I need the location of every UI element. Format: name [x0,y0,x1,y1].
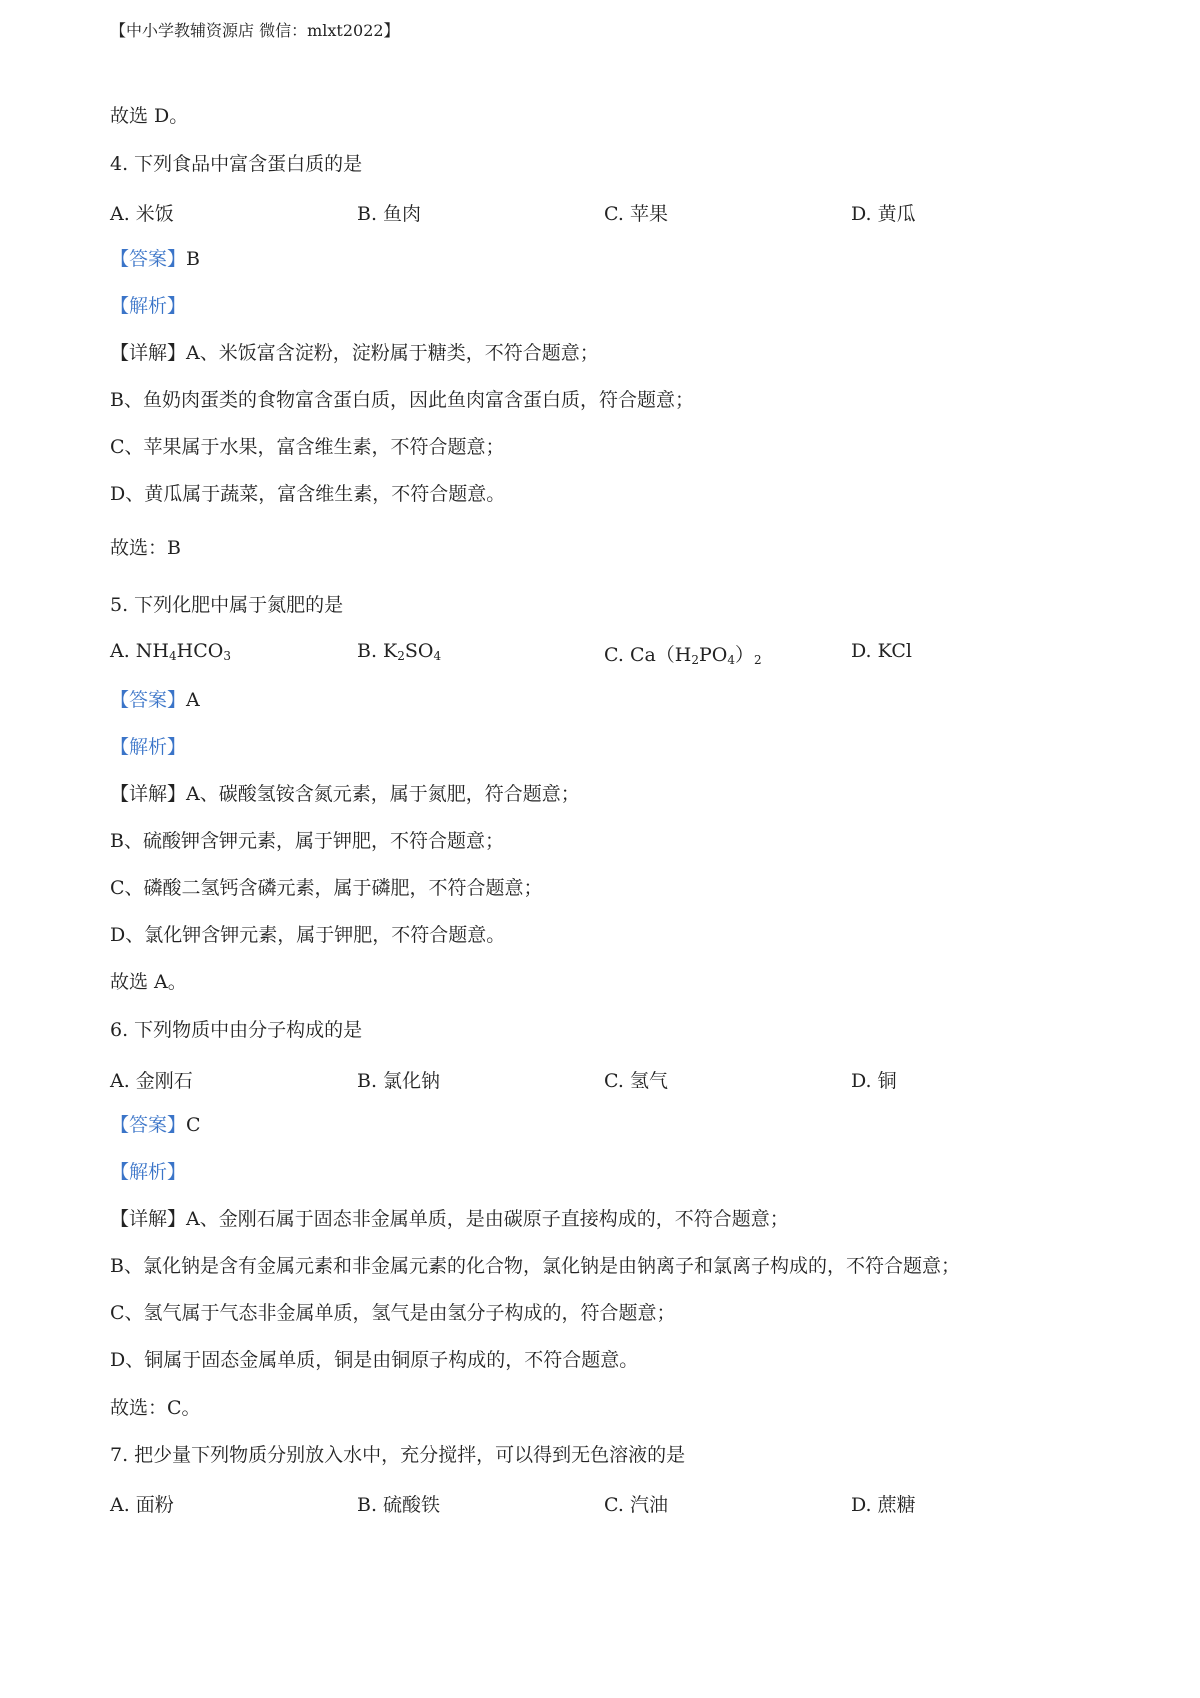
answer-label: 【答案】 [110,1114,187,1136]
q5-option-a: A. $NH_4HCO_3$ [110,640,231,663]
q5-answer [110,688,200,712]
q4-option-c: C. 苹果 [604,203,668,225]
q6-detail-c: C、氢气属于气态非金属单质，氢气是由氢分子构成的，符合题意； [110,1302,676,1324]
q4-options [110,199,1110,223]
q5-detail-a [110,782,580,806]
q4-option-b: B. 鱼肉 [357,203,422,225]
q7-option-d: D. 蔗糖 [851,1494,916,1516]
q7-option-c: C. 汽油 [604,1494,668,1516]
q5-option-c: C. $Ca(H_2PO_4)_2$ [604,644,762,667]
q4-stem: 4. 下列食品中富含蛋白质的是 [110,153,363,175]
q5-detail-d: D、氯化钾含钾元素，属于钾肥，不符合题意。 [110,924,506,946]
answer-value: C [186,1114,201,1136]
detail-text: A、金刚石属于固态非金属单质，是由碳原子直接构成的，不符合题意； [186,1208,789,1230]
q6-option-a: A. 金刚石 [110,1070,193,1092]
q4-answer [110,247,200,271]
q5-option-b: B. $K_2SO_4$ [357,640,442,663]
q5-detail-b: B、硫酸钾含钾元素，属于钾肥，不符合题意； [110,830,504,852]
q4-detail-c: C、苹果属于水果，富含维生素，不符合题意； [110,436,505,458]
q6-option-d: D. 铜 [851,1070,897,1092]
q7-options [110,1490,1110,1514]
watermark-header: 【中小学教辅资源店 微信：mlxt2022】 [110,21,400,40]
q7-option-a: A. 面粉 [110,1494,174,1516]
detail-text: A、米饭富含淀粉，淀粉属于糖类，不符合题意； [186,342,599,364]
q6-stem: 6. 下列物质中由分子构成的是 [110,1019,363,1041]
q5-analysis-label: 【解析】 [110,736,187,758]
q5-conclusion: 故选 A。 [110,971,187,993]
q6-option-c: C. 氢气 [604,1070,668,1092]
detail-label: 【详解】 [110,342,187,364]
q4-option-a: A. 米饭 [110,203,174,225]
answer-label: 【答案】 [110,689,187,711]
q7-option-b: B. 硫酸铁 [357,1494,441,1516]
q4-option-d: D. 黄瓜 [851,203,916,225]
detail-text: A、碳酸氢铵含氮元素，属于氮肥，符合题意； [186,783,580,805]
q6-analysis-label: 【解析】 [110,1161,187,1183]
q4-detail-a [110,341,599,365]
q6-options [110,1066,1110,1090]
answer-label: 【答案】 [110,248,187,270]
q7-stem: 7. 把少量下列物质分别放入水中，充分搅拌，可以得到无色溶液的是 [110,1444,686,1466]
q5-option-d: D. KCl [851,640,912,662]
q6-conclusion: 故选：C。 [110,1397,201,1419]
answer-value: B [186,248,200,270]
answer-value: A [186,689,200,711]
q6-detail-a [110,1207,789,1231]
q5-detail-c: C、磷酸二氢钙含磷元素，属于磷肥，不符合题意； [110,877,543,899]
q6-detail-d: D、铜属于固态金属单质，铜是由铜原子构成的，不符合题意。 [110,1349,639,1371]
q5-stem: 5. 下列化肥中属于氮肥的是 [110,594,344,616]
q6-detail-b: B、氯化钠是含有金属元素和非金属元素的化合物，氯化钠是由钠离子和氯离子构成的，不符合题意； [110,1255,960,1277]
detail-label: 【详解】 [110,783,187,805]
q4-conclusion: 故选：B [110,537,181,559]
q6-answer [110,1113,201,1137]
q4-detail-b: B、鱼奶肉蛋类的食物富含蛋白质，因此鱼肉富含蛋白质，符合题意； [110,389,694,411]
q3-conclusion: 故选 D。 [110,105,189,127]
q4-analysis-label: 【解析】 [110,295,187,317]
q6-option-b: B. 氯化钠 [357,1070,441,1092]
q4-detail-d: D、黄瓜属于蔬菜，富含维生素，不符合题意。 [110,483,506,505]
q5-options [110,640,1110,667]
detail-label: 【详解】 [110,1208,187,1230]
